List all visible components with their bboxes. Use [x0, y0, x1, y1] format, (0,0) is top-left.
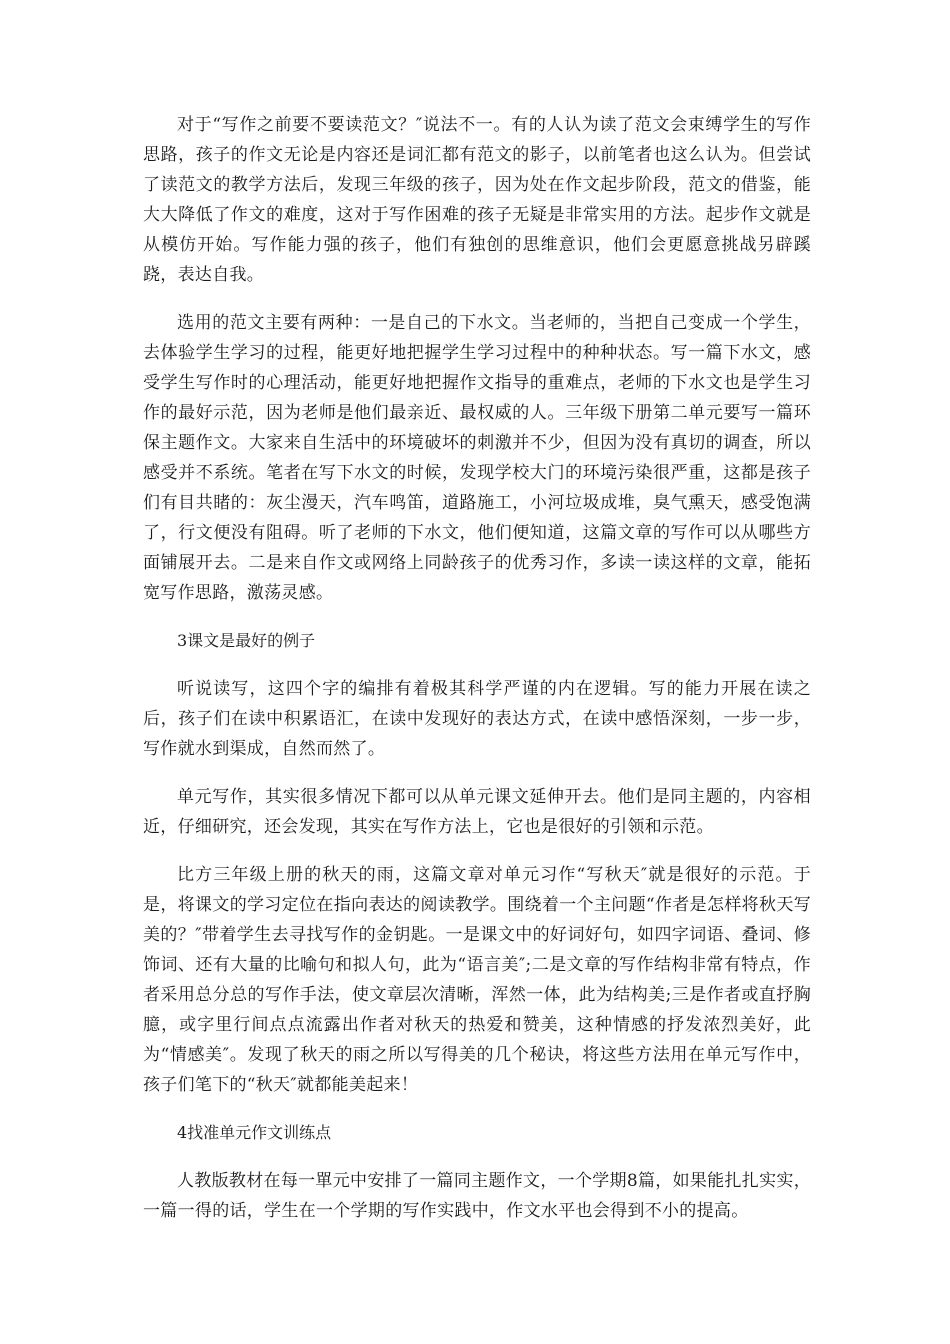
- paragraph-model-essay-types: 选用的范文主要有两种：一是自己的下水文。当老师的，当把自己变成一个学生，去体验学生学习的过程，能更好地把握学生学习过程中的种种状态。写一篇下水文，感受学生写作时的心理活动，能更好地把握作文指导的重难点，老师的下水文也是学生习作的最好示范，因为老师是他们最亲近、最权威的人。三年级下册第二单元要写一篇环保主题作文。大家来自生活中的环境破坏的刺激并不少，但因为没有真切的调查，所以感受并不系统。笔者在写下水文的时候，发现学校大门的环境污染很严重，这都是孩子们有目共睹的：灰尘漫天，汽车鸣笛，道路施工，小河垃圾成堆，臭气熏天，感受饱满了，行文便没有阻碍。听了老师的下水文，他们便知道，这篇文章的写作可以从哪些方面铺展开去。二是来自作文或网络上同龄孩子的优秀习作，多读一读这样的文章，能拓宽写作思路，激荡灵感。: [143, 313, 811, 603]
- paragraph-unit-writing: 单元写作，其实很多情况下都可以从单元课文延伸开去。他们是同主题的，内容相近，仔细研究，还会发现，其实在写作方法上，它也是很好的引领和示范。: [143, 787, 811, 837]
- paragraph-textbook-units: 人教版教材在每一單元中安排了一篇同主题作文，一个学期8篇，如果能扎扎实实，一篇一得的话，学生在一个学期的写作实践中，作文水平也会得到不小的提高。: [143, 1171, 811, 1221]
- paragraph-autumn-rain-example: 比方三年级上册的秋天的雨，这篇文章对单元习作“写秋天″就是很好的示范。于是，将课文的学习定位在指向表达的阅读教学。围绕着一个主问题“作者是怎样将秋天写美的？″带着学生去寻找写作的金钥匙。一是课文中的好词好句，如四字词语、叠词、修饰词、还有大量的比喻句和拟人句，此为“语言美″;二是文章的写作结构非常有特点，作者采用总分总的写作手法，使文章层次清晰，浑然一体，此为结构美;三是作者或直抒胸臆，或字里行间点点流露出作者对秋天的热爱和赞美，这种情感的抒发浓烈美好，此为“情感美″。发现了秋天的雨之所以写得美的几个秘诀，将这些方法用在单元写作中，孩子们笔下的“秋天″就都能美起来！: [143, 865, 811, 1095]
- paragraph-listen-speak-read-write: 听说读写，这四个字的编排有着极其科学严谨的内在逻辑。写的能力开展在读之后，孩子们在读中积累语汇，在读中发现好的表达方式，在读中感悟深刻，一步一步，写作就水到渠成，自然而然了。: [143, 679, 811, 759]
- document-body: [143, 110, 811, 1244]
- section-heading-4: 4找准单元作文训练点: [177, 1123, 332, 1142]
- paragraph-model-essay-debate: 对于“写作之前要不要读范文？″说法不一。有的人认为读了范文会束缚学生的写作思路，孩子的作文无论是内容还是词汇都有范文的影子，以前笔者也这么认为。但尝试了读范文的教学方法后，发现三年级的孩子，因为处在作文起步阶段，范文的借鉴，能大大降低了作文的难度，这对于写作困难的孩子无疑是非常实用的方法。起步作文就是从模仿开始。写作能力强的孩子，他们有独创的思维意识，他们会更愿意挑战另辟蹊跷，表达自我。: [143, 115, 811, 285]
- section-heading-3: 3课文是最好的例子: [177, 631, 316, 650]
